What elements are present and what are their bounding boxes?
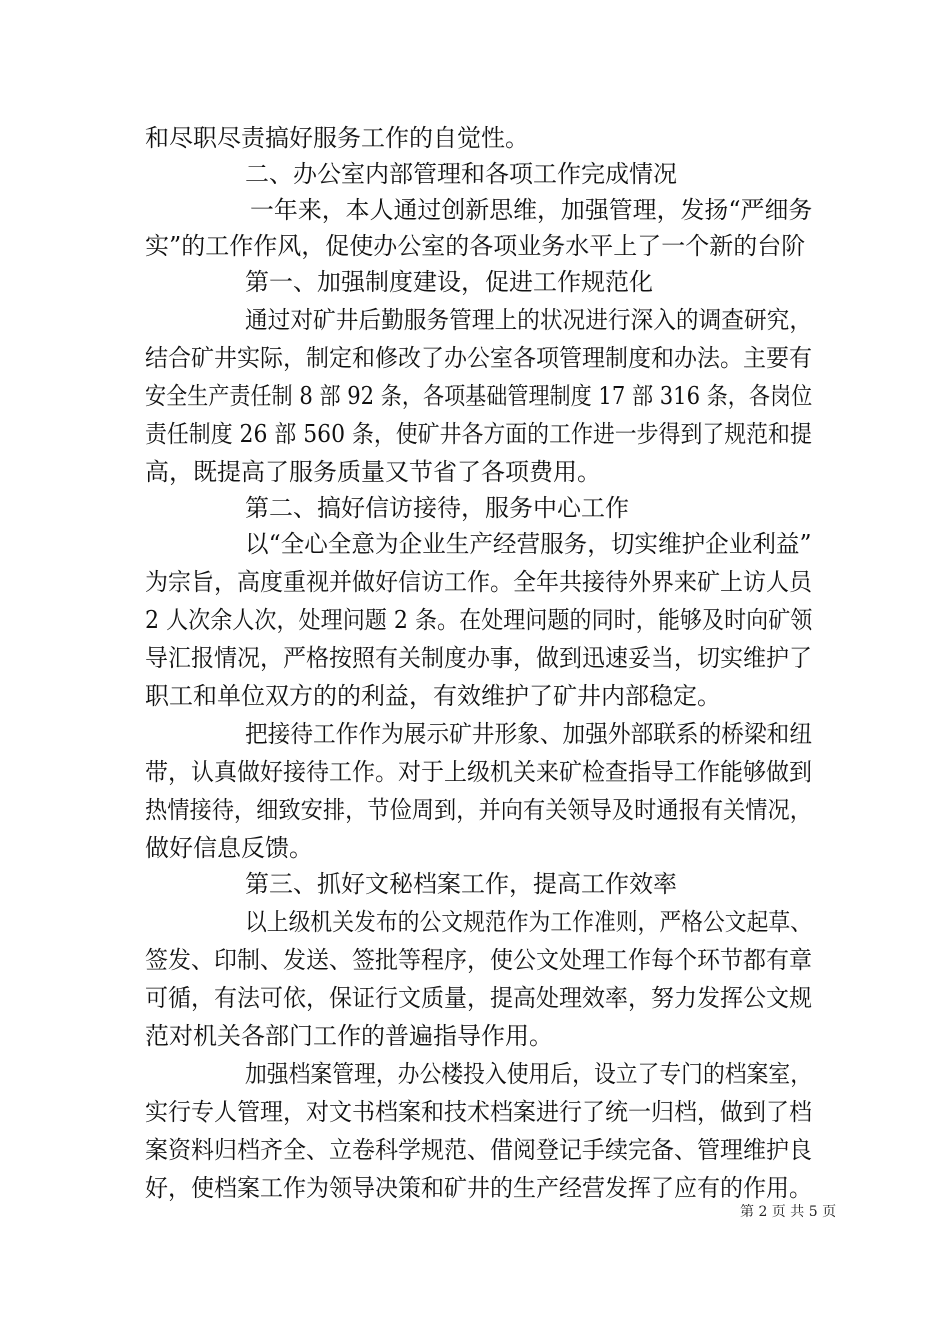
text-line-17: 把接待工作作为展示矿井形象、加强外部联系的桥梁和纽: [245, 720, 812, 748]
text-line-15: 导汇报情况，严格按照有关制度办事，做到迅速妥当，切实维护了: [145, 644, 812, 672]
text-line-26: 加强档案管理，办公楼投入使用后，设立了专门的档案室，: [245, 1060, 813, 1088]
text-line-8: 安全生产责任制 8 部 92 条，各项基础管理制度 17 部 316 条，各岗位: [145, 382, 813, 410]
text-line-18: 带，认真做好接待工作。对于上级机关来矿检查指导工作能够做到: [145, 758, 812, 786]
text-line-10: 高，既提高了服务质量又节省了各项费用。: [145, 458, 601, 486]
text-line-3: 一年来，本人通过创新思维，加强管理，发扬“严细务: [250, 196, 813, 224]
text-line-12: 以“全心全意为企业生产经营服务，切实维护企业利益”: [245, 530, 812, 558]
subsection-heading-1: 第一、加强制度建设，促进工作规范化: [245, 268, 653, 296]
text-line-19: 热情接待，细致安排，节俭周到，并向有关领导及时通报有关情况，: [145, 796, 813, 824]
text-line-23: 签发、印制、发送、签批等程序，使公文处理工作每个环节都有章: [145, 946, 812, 974]
page-number: 第 2 页 共 5 页: [740, 1204, 837, 1220]
text-line-24: 可循，有法可依，保证行文质量，提高处理效率，努力发挥公文规: [145, 984, 812, 1012]
text-line-7: 结合矿井实际，制定和修改了办公室各项管理制度和办法。主要有: [145, 344, 812, 372]
text-line-22: 以上级机关发布的公文规范作为工作准则，严格公文起草、: [245, 908, 813, 936]
text-line-13: 为宗旨，高度重视并做好信访工作。全年共接待外界来矿上访人员: [145, 568, 812, 596]
subsection-heading-3: 第三、抓好文秘档案工作，提高工作效率: [245, 870, 677, 898]
text-line-29: 好，使档案工作为领导决策和矿井的生产经营发挥了应有的作用。: [145, 1174, 812, 1202]
text-line-9: 责任制度 26 部 560 条，使矿井各方面的工作进一步得到了规范和提: [145, 420, 812, 448]
text-line-25: 范对机关各部门工作的普遍指导作用。: [145, 1022, 553, 1050]
text-line-14: 2 人次余人次，处理问题 2 条。在处理问题的同时，能够及时向矿领: [145, 606, 813, 634]
text-line-20: 做好信息反馈。: [145, 834, 313, 862]
text-line-4: 实”的工作作风，促使办公室的各项业务水平上了一个新的台阶: [145, 232, 806, 260]
text-line-28: 案资料归档齐全、立卷科学规范、借阅登记手续完备、管理维护良: [145, 1136, 812, 1164]
text-line-6: 通过对矿井后勤服务管理上的状况进行深入的调查研究，: [245, 306, 812, 334]
text-line-27: 实行专人管理，对文书档案和技术档案进行了统一归档，做到了档: [145, 1098, 812, 1126]
section-heading-2: 二、办公室内部管理和各项工作完成情况: [245, 160, 677, 188]
subsection-heading-2: 第二、搞好信访接待，服务中心工作: [245, 494, 629, 522]
text-line-16: 职工和单位双方的的利益，有效维护了矿井内部稳定。: [145, 682, 721, 710]
text-line-1: 和尽职尽责搞好服务工作的自觉性。: [145, 124, 529, 152]
